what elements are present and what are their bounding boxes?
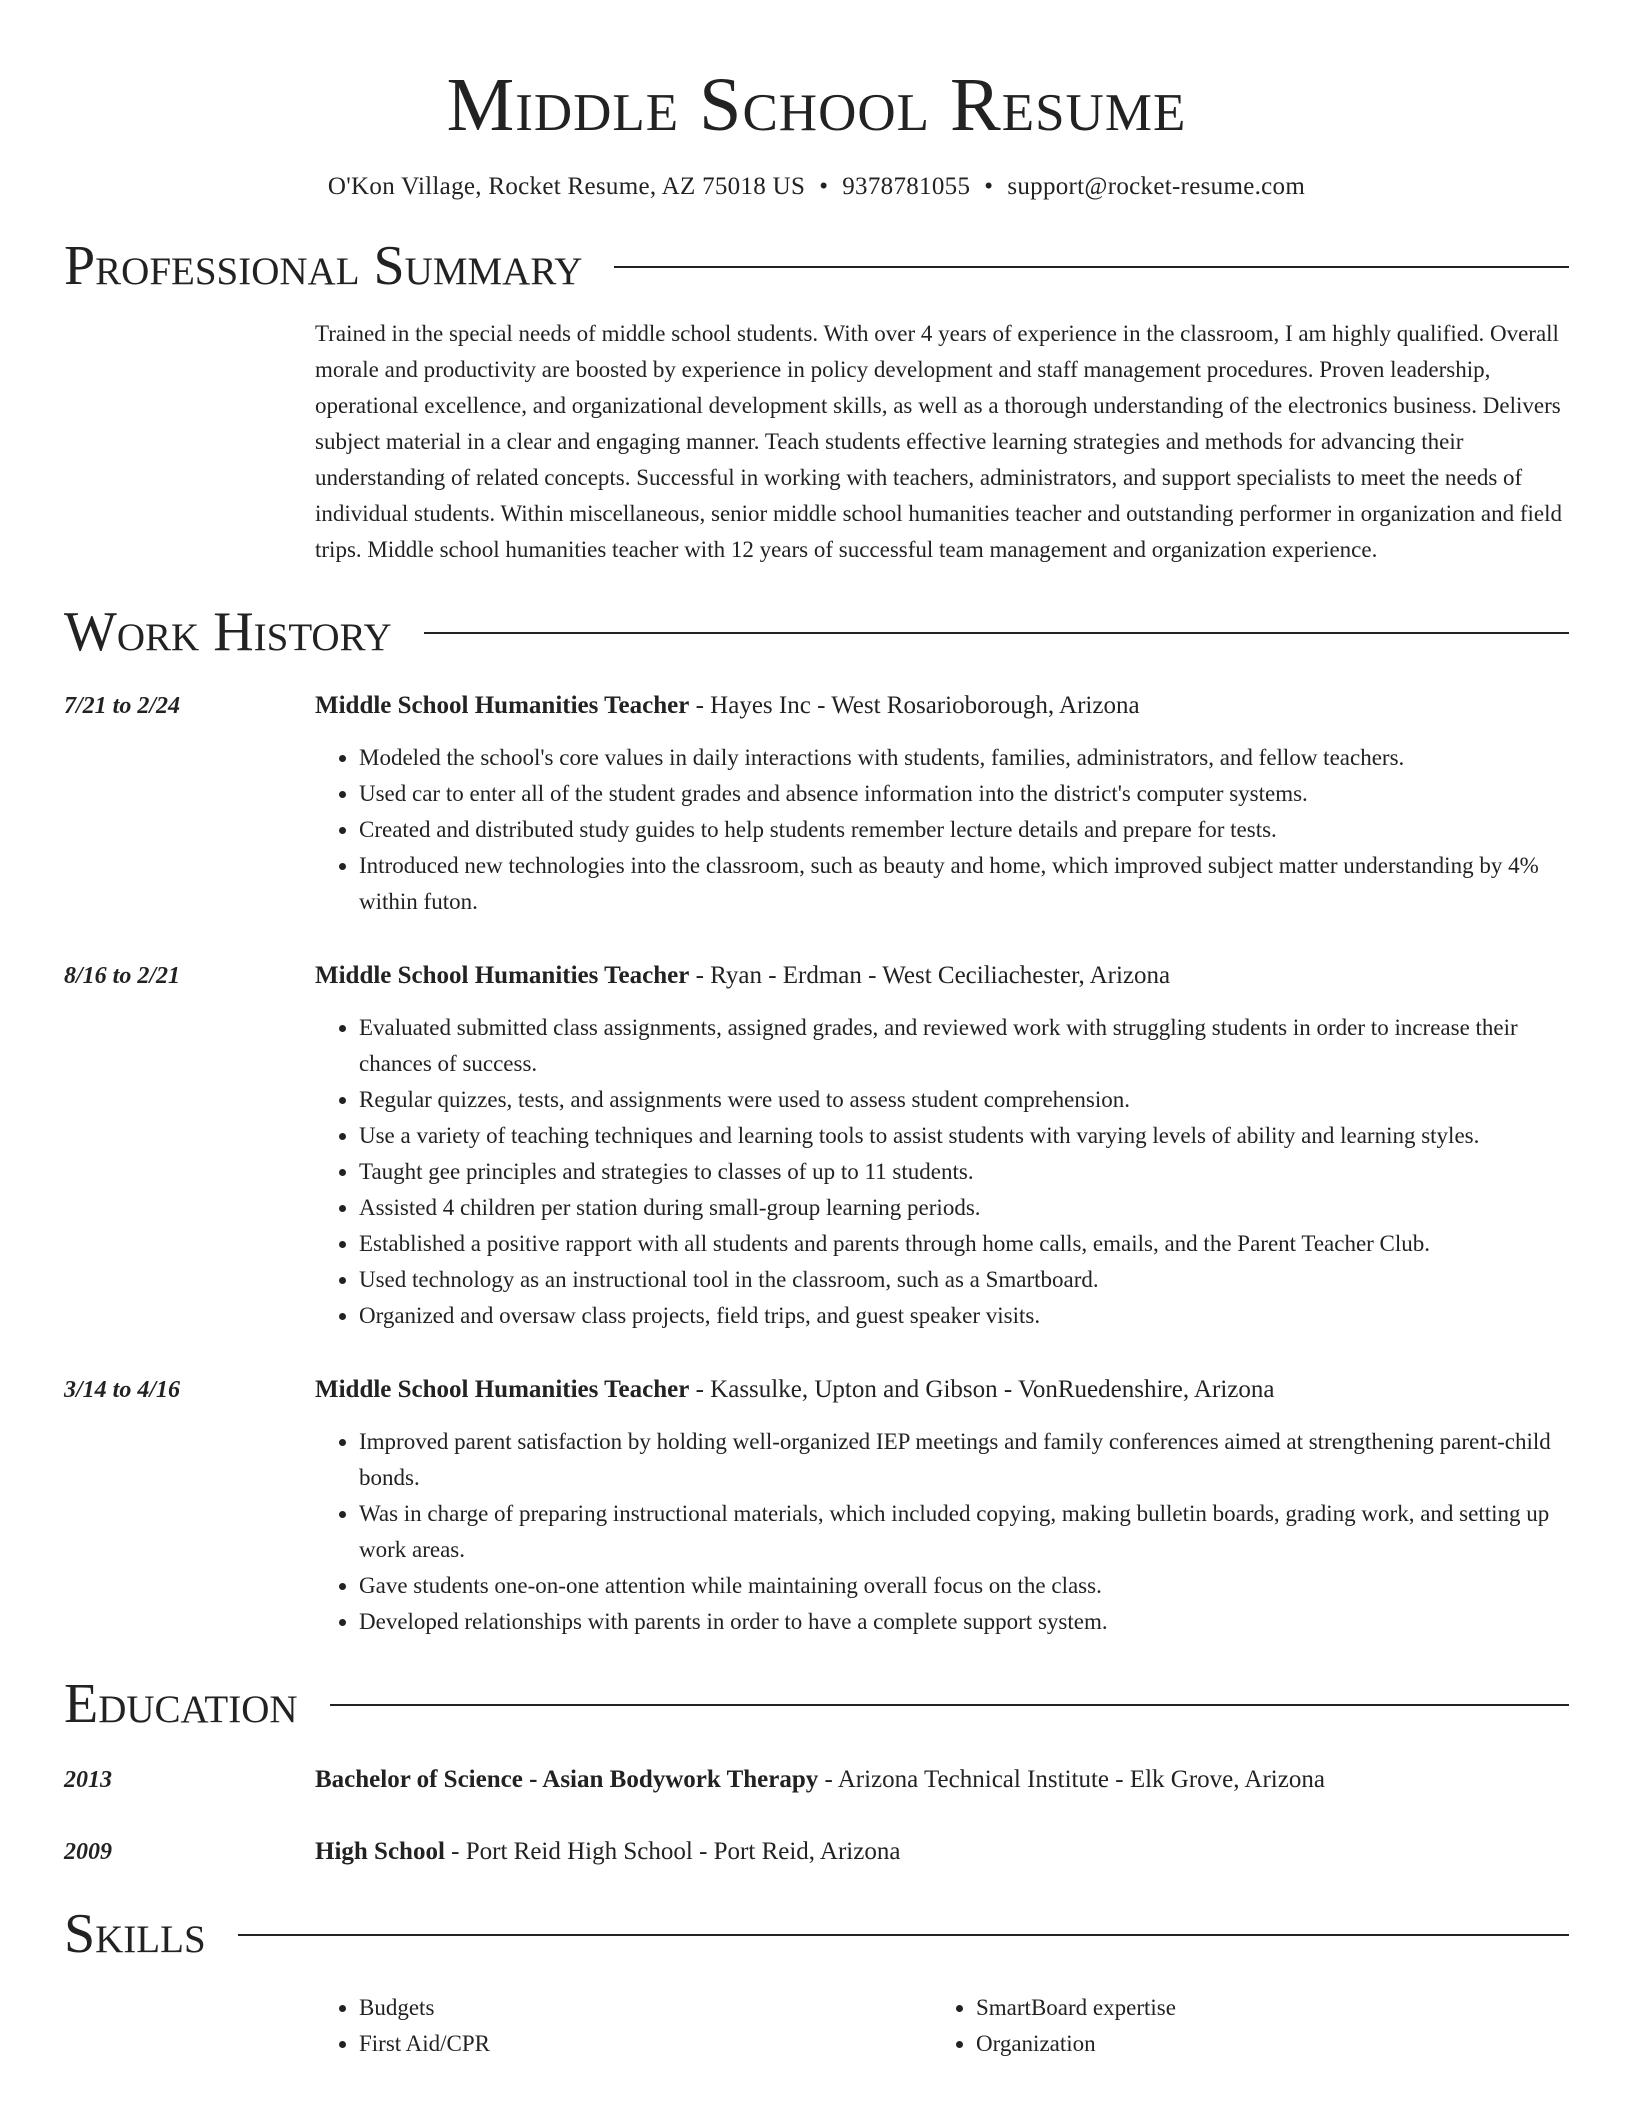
job-role: Middle School Humanities Teacher [315, 692, 690, 719]
job-bullet: • Organized and oversaw class projects, field trips, and guest speaker visits. [359, 1298, 1569, 1334]
job-bullets [315, 1010, 1569, 1334]
skills-list [315, 1990, 1569, 2062]
job-bullet: • Regular quizzes, tests, and assignments were used to assess student comprehension. [359, 1082, 1569, 1118]
contact-line [64, 172, 1569, 202]
job-role: Middle School Humanities Teacher [315, 962, 690, 989]
job-role: Middle School Humanities Teacher [315, 1376, 690, 1403]
summary-text: Trained in the special needs of middle school students. With over 4 years of experience in the classroom, I am highly qualified. Overall morale and productivity are boosted by experience in policy development and staff management procedures. Proven leadership, operational excellence, and organizational development skills, as well as a thorough understanding of the electronics business. Delivers subject material in a clear and engaging manner. Teach students effective learning strategies and methods for advancing their understanding of related concepts. Successful in working with teachers, administrators, and support specialists to meet the needs of individual students. Within miscellaneous, senior middle school humanities teacher and outstanding performer in organization and field trips. Middle school humanities teacher with 12 years of successful team management and organization experience. [315, 321, 1562, 562]
job-entry [64, 688, 1569, 920]
resume-page [64, 0, 1569, 2062]
education-heading [315, 1762, 1569, 1798]
job-bullets [315, 740, 1569, 920]
education-details: - Port Reid High School - Port Reid, Arizona [444, 1838, 901, 1865]
contact-separator: • [819, 173, 829, 200]
job-bullet: • Assisted 4 children per station during small-group learning periods. [359, 1190, 1569, 1226]
job-bullet: • Developed relationships with parents in order to have a complete support system. [359, 1604, 1569, 1640]
education-degree: High School [315, 1838, 445, 1865]
education-year: 2009 [64, 1839, 112, 1865]
skill-item: • Budgets [359, 1990, 932, 2026]
education-details: - Arizona Technical Institute - Elk Grove, Arizona [818, 1766, 1325, 1793]
section-divider [424, 632, 1569, 634]
job-bullet: • Improved parent satisfaction by holding well-organized IEP meetings and family conferences aimed at strengthening parent-child bonds. [359, 1424, 1569, 1496]
job-dates: 3/14 to 4/16 [64, 1377, 181, 1403]
education-entry [64, 1834, 1569, 1870]
education-section-title: Education [64, 1673, 298, 1735]
job-bullet: • Evaluated submitted class assignments, assigned grades, and reviewed work with struggling students in order to increase their chances of success. [359, 1010, 1569, 1082]
skill-item: • SmartBoard expertise [976, 1990, 1549, 2026]
skills-column-right [932, 1990, 1549, 2062]
summary-section-header [64, 230, 1569, 302]
contact-address: O'Kon Village, Rocket Resume, AZ 75018 US [327, 173, 806, 200]
work-section-title: Work History [64, 601, 392, 663]
skill-item: • Organization [976, 2026, 1549, 2062]
contact-phone: 9378781055 [842, 173, 971, 200]
job-bullet: • Use a variety of teaching techniques and learning tools to assist students with varying levels of ability and learning styles. [359, 1118, 1569, 1154]
job-bullet: • Gave students one-on-one attention while maintaining overall focus on the class. [359, 1568, 1569, 1604]
job-heading [315, 1372, 1569, 1408]
education-year: 2013 [64, 1767, 112, 1793]
job-bullet: • Used technology as an instructional tool in the classroom, such as a Smartboard. [359, 1262, 1569, 1298]
job-details: - Hayes Inc - West Rosarioborough, Arizona [689, 692, 1140, 719]
job-dates: 7/21 to 2/24 [64, 693, 181, 719]
job-dates: 8/16 to 2/21 [64, 963, 181, 989]
job-entry [64, 1372, 1569, 1640]
job-bullet: • Modeled the school's core values in daily interactions with students, families, administrators, and fellow teachers. [359, 740, 1569, 776]
education-section-header [64, 1668, 1569, 1740]
section-divider [614, 266, 1569, 268]
job-bullet: • Introduced new technologies into the classroom, such as beauty and home, which improved subject matter understanding by 4% within futon. [359, 848, 1569, 920]
skills-section-title: Skills [64, 1903, 206, 1965]
job-heading [315, 688, 1569, 724]
job-bullet: • Taught gee principles and strategies to classes of up to 11 students. [359, 1154, 1569, 1190]
job-details: - Kassulke, Upton and Gibson - VonRuedenshire, Arizona [689, 1376, 1275, 1403]
job-details: - Ryan - Erdman - West Ceciliachester, Arizona [689, 962, 1171, 989]
summary-section-title: Professional Summary [64, 235, 583, 297]
skills-column-left [315, 1990, 932, 2062]
work-section-header [64, 596, 1569, 668]
education-entry [64, 1762, 1569, 1798]
education-degree: Bachelor of Science - Asian Bodywork Therapy [315, 1766, 819, 1793]
job-entry [64, 958, 1569, 1334]
section-divider [238, 1934, 1569, 1936]
job-heading [315, 958, 1569, 994]
contact-separator: • [984, 173, 994, 200]
education-heading [315, 1834, 1569, 1870]
skills-section-header [64, 1898, 1569, 1970]
job-bullets [315, 1424, 1569, 1640]
job-bullet: • Created and distributed study guides to help students remember lecture details and prepare for tests. [359, 812, 1569, 848]
resume-title: Middle School Resume [446, 63, 1187, 147]
job-bullet: • Was in charge of preparing instructional materials, which included copying, making bulletin boards, grading work, and setting up work areas. [359, 1496, 1569, 1568]
job-bullet: • Used car to enter all of the student grades and absence information into the district's computer systems. [359, 776, 1569, 812]
job-bullet: • Established a positive rapport with all students and parents through home calls, emails, and the Parent Teacher Club. [359, 1226, 1569, 1262]
section-divider [330, 1704, 1569, 1706]
contact-email: support@rocket-resume.com [1007, 173, 1306, 200]
skill-item: • First Aid/CPR [359, 2026, 932, 2062]
